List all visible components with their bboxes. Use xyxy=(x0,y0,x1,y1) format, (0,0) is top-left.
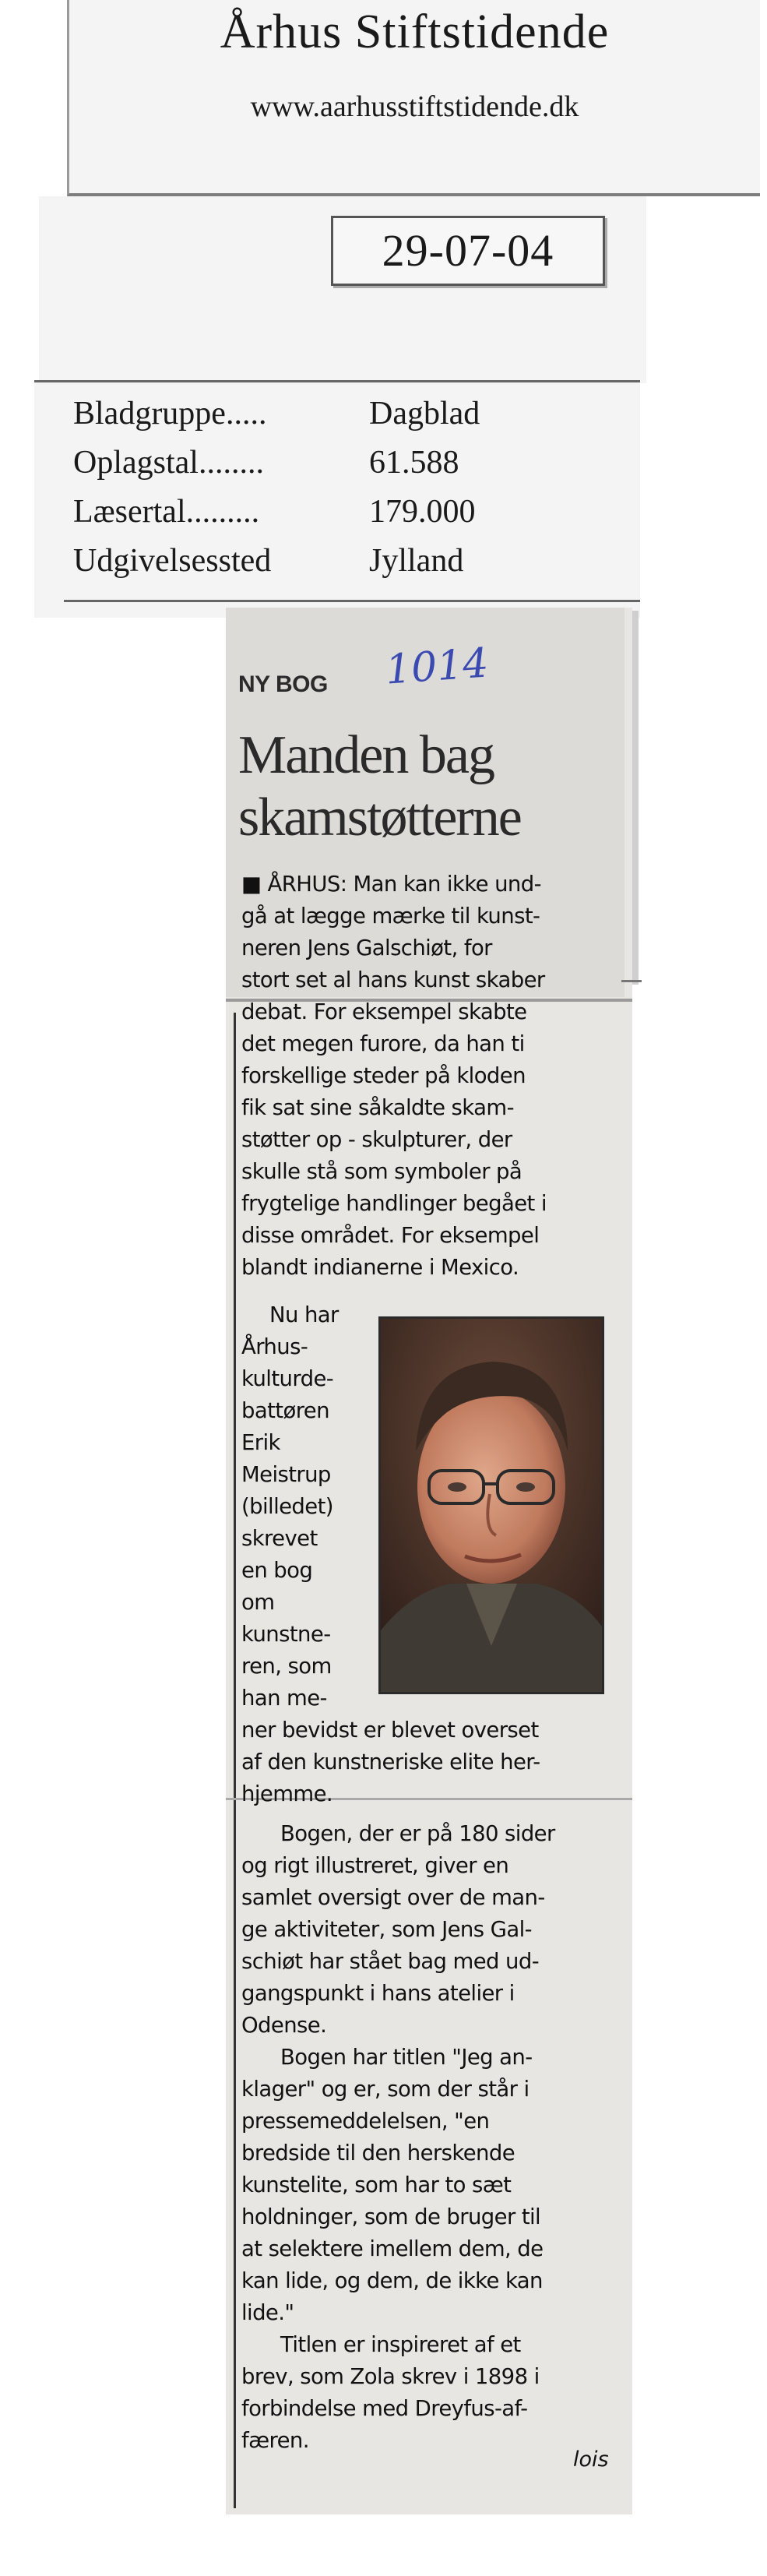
text-line: neren Jens Galschiøt, for xyxy=(241,936,492,960)
publication-date: 29-07-04 xyxy=(331,216,605,286)
text-line: skrevet xyxy=(241,1526,318,1551)
info-label: Bladgruppe..... xyxy=(73,396,267,432)
article-paragraph xyxy=(241,2329,607,2457)
article-byline: lois xyxy=(573,2447,609,2472)
text-line: han me- xyxy=(241,1686,327,1711)
info-label: Læsertal......... xyxy=(73,494,260,530)
text-line: Bogen, der er på 180 sider xyxy=(280,1821,555,1846)
column-rule xyxy=(234,1013,236,2508)
info-value: Jylland xyxy=(369,543,464,579)
text-line: kan lide, og dem, de ikke kan xyxy=(241,2268,543,2293)
headline-line: Manden bag xyxy=(238,725,494,785)
text-line: Nu har xyxy=(269,1302,339,1327)
info-value: 61.588 xyxy=(369,445,459,481)
text-line: kunstne- xyxy=(241,1622,331,1647)
text-line: frygtelige handlinger begået i xyxy=(241,1191,547,1216)
text-line: hjemme. xyxy=(241,1781,333,1806)
clipping-edge xyxy=(632,611,639,985)
divider xyxy=(64,600,640,602)
text-line: forbindelse med Dreyfus-af- xyxy=(241,2396,528,2421)
text-line: bredside til den herskende xyxy=(241,2141,515,2165)
author-portrait-photo xyxy=(378,1316,604,1694)
info-value: Dagblad xyxy=(369,396,480,432)
text-line: debat. For eksempel skabte xyxy=(241,999,527,1024)
text-line: kulturde- xyxy=(241,1366,334,1391)
text-line: af den kunstneriske elite her- xyxy=(241,1750,540,1774)
text-line: fik sat sine såkaldte skam- xyxy=(241,1095,514,1120)
text-line: færen. xyxy=(241,2428,309,2453)
article-intro xyxy=(241,869,607,1284)
text-line: schiøt har stået bag med ud- xyxy=(241,1949,540,1974)
article-paragraph-continued xyxy=(241,1714,607,1810)
text-line: om xyxy=(241,1590,275,1615)
circulation-info xyxy=(34,380,640,618)
portrait-illustration xyxy=(381,1319,602,1692)
newspaper-name: Århus Stiftstidende xyxy=(220,5,610,58)
text-line: og rigt illustreret, giver en xyxy=(241,1853,509,1878)
text-line: Århus- xyxy=(241,1334,308,1359)
text-line: ■ ÅRHUS: Man kan ikke und- xyxy=(241,872,541,897)
headline-line: skamstøtterne xyxy=(238,788,521,848)
text-line: ren, som xyxy=(241,1654,332,1679)
text-line: ner bevidst er blevet overset xyxy=(241,1718,539,1743)
text-line: battøren xyxy=(241,1398,329,1423)
text-line: stort set al hans kunst skaber xyxy=(241,967,545,992)
text-line: skulle stå som symboler på xyxy=(241,1159,522,1184)
masthead-box xyxy=(67,0,760,196)
text-line: Erik xyxy=(241,1430,280,1455)
article-paragraph-narrow xyxy=(241,1299,374,1714)
text-line: brev, som Zola skrev i 1898 i xyxy=(241,2364,540,2389)
text-line: Odense. xyxy=(241,2013,327,2038)
handwritten-note: 1014 xyxy=(384,640,491,694)
text-line: Titlen er inspireret af et xyxy=(280,2332,521,2357)
text-line: at selektere imellem dem, de xyxy=(241,2236,544,2261)
newspaper-url: www.aarhusstiftstidende.dk xyxy=(250,90,579,123)
text-line: lide." xyxy=(241,2300,294,2325)
text-line: Bogen har titlen "Jeg an- xyxy=(280,2045,533,2070)
text-line: det megen furore, da han ti xyxy=(241,1031,525,1056)
text-line: gangspunkt i hans atelier i xyxy=(241,1981,515,2006)
article-kicker: NY BOG xyxy=(238,671,328,697)
info-label: Udgivelsessted xyxy=(73,543,272,579)
text-line: støtter op - skulpturer, der xyxy=(241,1127,512,1152)
text-line: Meistrup xyxy=(241,1462,331,1487)
text-line: blandt indianerne i Mexico. xyxy=(241,1255,519,1280)
info-value: 179.000 xyxy=(369,494,476,530)
article-headline xyxy=(238,724,612,849)
text-line: forskellige steder på kloden xyxy=(241,1063,526,1088)
info-label: Oplagstal........ xyxy=(73,445,264,481)
text-line: kunstelite, som har to sæt xyxy=(241,2173,512,2197)
article-paragraph xyxy=(241,2042,607,2329)
text-line: (billedet) xyxy=(241,1494,333,1519)
article-paragraph xyxy=(241,1818,607,2042)
text-line: en bog xyxy=(241,1558,313,1583)
clipping-edge-mark xyxy=(621,980,642,982)
date-area xyxy=(39,196,646,383)
text-line: klager" og er, som der står i xyxy=(241,2077,530,2102)
text-line: disse området. For eksempel xyxy=(241,1223,540,1248)
text-line: samlet oversigt over de man- xyxy=(241,1885,545,1910)
text-line: pressemeddelelsen, "en xyxy=(241,2109,490,2134)
text-line: gå at lægge mærke til kunst- xyxy=(241,904,540,929)
text-line: ge aktiviteter, som Jens Gal- xyxy=(241,1917,532,1942)
text-line: holdninger, som de bruger til xyxy=(241,2204,541,2229)
